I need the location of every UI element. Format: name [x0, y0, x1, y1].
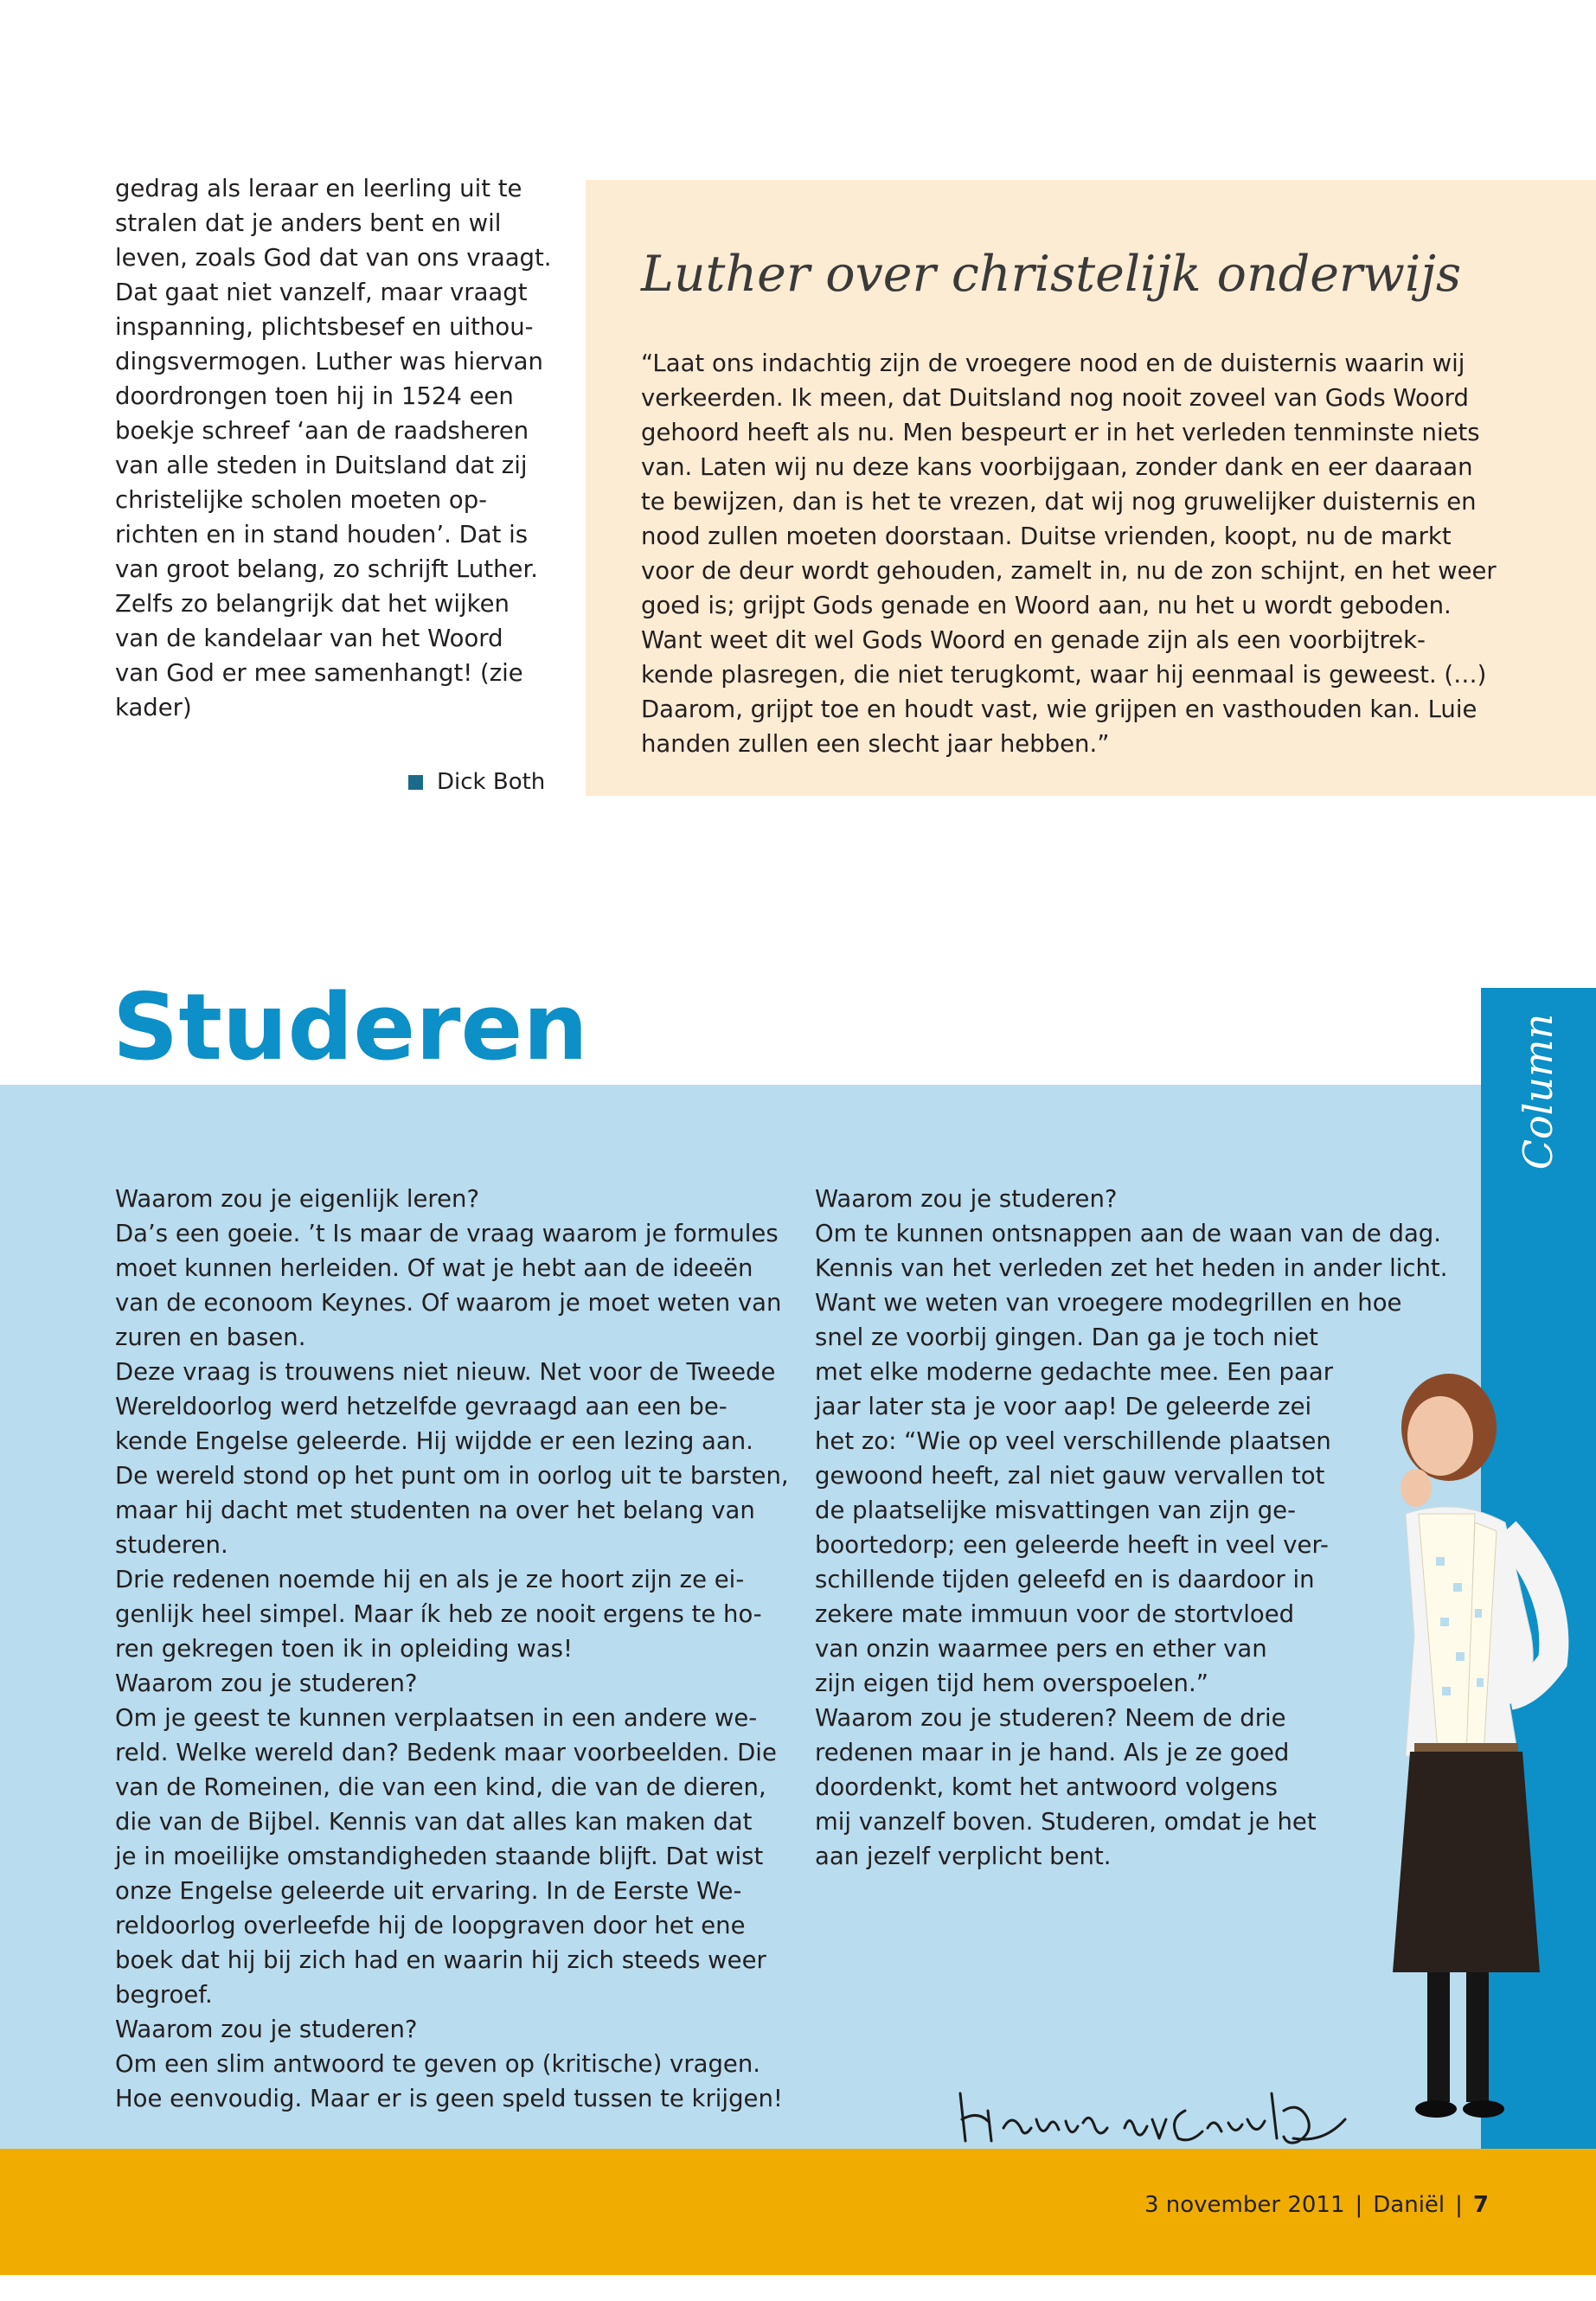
quote-box-text: [641, 346, 1497, 761]
text-line: Kennis van het verleden zet het heden in ander licht.: [815, 1254, 1448, 1282]
text-line: van God er mee samenhangt! (zie: [115, 659, 523, 687]
text-line: Om te kunnen ontsnappen aan de waan van de dag.: [815, 1220, 1441, 1247]
text-line: te bewijzen, dan is het te vrezen, dat wij nog gruwelijker duisternis en: [641, 488, 1477, 516]
text-line: genlijk heel simpel. Maar ík heb ze nooit ergens te ho-: [115, 1600, 762, 1628]
byline-square-icon: [408, 775, 423, 790]
column-tab-label: [1481, 988, 1596, 1195]
text-line: handen zullen een slecht jaar hebben.”: [641, 730, 1110, 758]
text-line: zijn eigen tijd hem overspoelen.”: [815, 1670, 1208, 1697]
text-line: Waarom zou je studeren?: [815, 1185, 1118, 1213]
text-line: kende Engelse geleerde. Hij wijdde er een lezing aan.: [115, 1427, 753, 1455]
text-line: kende plasregen, die niet terugkomt, waar hij eenmaal is geweest. (…): [641, 661, 1487, 689]
text-line: voor de deur wordt gehouden, zamelt in, nu de zon schijnt, en het weer: [641, 557, 1497, 585]
text-line: gedrag als leraar en leerling uit te: [115, 175, 522, 202]
text-line: dingsvermogen. Luther was hiervan: [115, 348, 543, 375]
text-line: Dat gaat niet vanzelf, maar vraagt: [115, 279, 528, 306]
text-line: nood zullen moeten doorstaan. Duitse vrienden, koopt, nu de markt: [641, 522, 1452, 550]
text-line: Waarom zou je studeren?: [115, 1670, 418, 1697]
text-line: gehoord heeft als nu. Men bespeurt er in het verleden tenminste niets: [641, 419, 1480, 446]
text-line: gewoond heeft, zal niet gauw vervallen tot: [815, 1462, 1325, 1490]
text-line: boekje schreef ‘aan de raadsheren: [115, 417, 529, 445]
text-line: christelijke scholen moeten op-: [115, 486, 488, 514]
text-line: reld. Welke wereld dan? Bedenk maar voorbeelden. Die: [115, 1739, 777, 1766]
text-line: studeren.: [115, 1531, 228, 1559]
text-line: inspanning, plichtsbesef en uithou-: [115, 313, 534, 341]
text-line: doordenkt, komt het antwoord volgens: [815, 1773, 1278, 1801]
text-line: goed is; grijpt Gods genade en Woord aan, nu het u wordt geboden.: [641, 592, 1452, 619]
text-line: met elke moderne gedachte mee. Een paar: [815, 1358, 1334, 1386]
text-line: Waarom zou je studeren?: [115, 2016, 418, 2043]
quote-box-title: Luther over christelijk onderwijs: [641, 246, 1462, 303]
text-line: zekere mate immuun voor de stortvloed: [815, 1600, 1295, 1628]
text-line: die van de Bijbel. Kennis van dat alles kan maken dat: [115, 1808, 753, 1836]
text-line: de plaatselijke misvattingen van zijn ge-: [815, 1497, 1297, 1524]
text-line: van. Laten wij nu deze kans voorbijgaan, zonder dank en eer daaraan: [641, 453, 1473, 481]
text-line: richten en in stand houden’. Dat is: [115, 521, 529, 548]
column-title: Studeren: [112, 974, 588, 1080]
text-line: snel ze voorbij gingen. Dan ga je toch niet: [815, 1324, 1318, 1351]
column-tab-text: Column: [1515, 1013, 1562, 1170]
text-line: leven, zoals God dat van ons vraagt.: [115, 244, 552, 272]
text-line: kader): [115, 694, 192, 721]
footer-separator-2: |: [1455, 2192, 1463, 2218]
text-line: De wereld stond op het punt om in oorlog uit te barsten,: [115, 1462, 789, 1490]
text-line: Waarom zou je studeren? Neem de drie: [815, 1704, 1286, 1732]
author-name: Dick Both: [437, 769, 546, 795]
text-line: stralen dat je anders bent en wil: [115, 209, 502, 237]
text-line: Want we weten van vroegere modegrillen en hoe: [815, 1289, 1402, 1317]
page-footer: [1144, 2188, 1489, 2222]
text-line: van onzin waarmee pers en ether van: [815, 1635, 1267, 1663]
columnist-signature: [952, 2059, 1349, 2154]
text-line: het zo: “Wie op veel verschillende plaatsen: [815, 1427, 1331, 1455]
text-line: je in moeilijke omstandigheden staande blijft. Dat wist: [115, 1843, 764, 1870]
author-byline: [408, 765, 545, 799]
magazine-name: Daniël: [1373, 2192, 1445, 2218]
text-line: van groot belang, zo schrijft Luther.: [115, 555, 538, 583]
text-line: van de kandelaar van het Woord: [115, 625, 503, 652]
text-line: Want weet dit wel Gods Woord en genade zijn als een voorbijtrek-: [641, 626, 1426, 654]
text-line: onze Engelse geleerde uit ervaring. In de Eerste We-: [115, 1877, 742, 1905]
text-line: Waarom zou je eigenlijk leren?: [115, 1185, 480, 1213]
text-line: boek dat hij bij zich had en waarin hij zich steeds weer: [115, 1946, 766, 1974]
text-line: Zelfs zo belangrijk dat het wijken: [115, 590, 510, 618]
footer-separator: |: [1355, 2192, 1363, 2218]
text-line: mij vanzelf boven. Studeren, omdat je het: [815, 1808, 1317, 1836]
text-line: aan jezelf verplicht bent.: [815, 1843, 1112, 1870]
text-line: van de Romeinen, die van een kind, die van de dieren,: [115, 1773, 766, 1801]
text-line: Deze vraag is trouwens niet nieuw. Net voor de Tweede: [115, 1358, 776, 1386]
text-line: Hoe eenvoudig. Maar er is geen speld tussen te krijgen!: [115, 2085, 783, 2112]
text-line: redenen maar in je hand. Als je ze goed: [815, 1739, 1290, 1766]
text-line: ren gekregen toen ik in opleiding was!: [115, 1635, 573, 1663]
text-line: begroef.: [115, 1981, 213, 2009]
columnist-photo: [1345, 1349, 1570, 2128]
intro-article-column: [115, 171, 565, 725]
text-line: moet kunnen herleiden. Of wat je hebt aan de ideeën: [115, 1254, 753, 1282]
text-line: Wereldoorlog werd hetzelfde gevraagd aan een be-: [115, 1393, 727, 1420]
text-line: Om je geest te kunnen verplaatsen in een andere we-: [115, 1704, 758, 1732]
column-text-left: [115, 1182, 789, 2116]
text-line: boortedorp; een geleerde heeft in veel ver-: [815, 1531, 1329, 1559]
text-line: jaar later sta je voor aap! De geleerde zei: [815, 1393, 1312, 1420]
text-line: verkeerden. Ik meen, dat Duitsland nog nooit zoveel van Gods Woord: [641, 384, 1469, 412]
text-line: “Laat ons indachtig zijn de vroegere nood en de duisternis waarin wij: [641, 349, 1465, 377]
text-line: doordrongen toen hij in 1524 een: [115, 382, 514, 410]
page-number: 7: [1472, 2192, 1489, 2218]
text-line: zuren en basen.: [115, 1324, 306, 1351]
text-line: schillende tijden geleefd en is daardoor in: [815, 1566, 1315, 1593]
text-line: Daarom, grijpt toe en houdt vast, wie grijpen en vasthouden kan. Luie: [641, 695, 1477, 723]
text-line: maar hij dacht met studenten na over het belang van: [115, 1497, 755, 1524]
issue-date: 3 november 2011: [1144, 2192, 1345, 2218]
text-line: van alle steden in Duitsland dat zij: [115, 452, 528, 479]
text-line: van de econoom Keynes. Of waarom je moet weten van: [115, 1289, 782, 1317]
text-line: Da’s een goeie. ’t Is maar de vraag waarom je formules: [115, 1220, 779, 1247]
text-line: reldoorlog overleefde hij de loopgraven door het ene: [115, 1912, 746, 1939]
text-line: Drie redenen noemde hij en als je ze hoort zijn ze ei-: [115, 1566, 745, 1593]
text-line: Om een slim antwoord te geven op (kritische) vragen.: [115, 2050, 761, 2078]
